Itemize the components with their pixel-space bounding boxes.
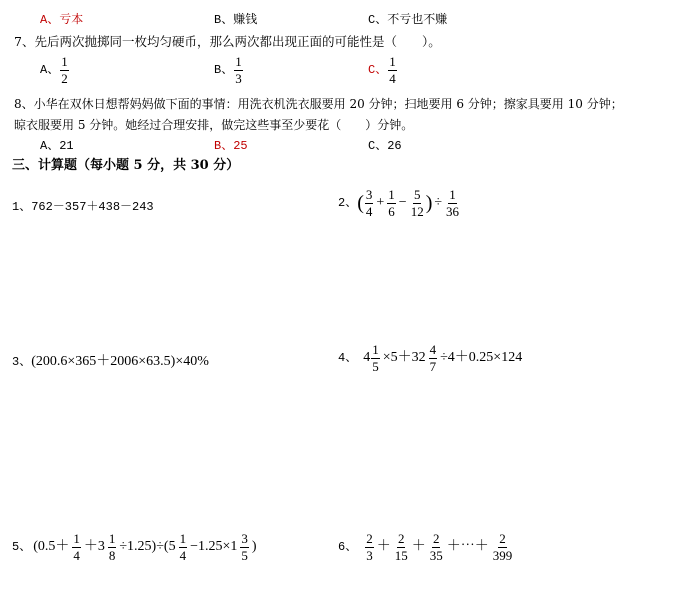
problem-5 [12,532,259,562]
denominator: 2 [61,70,68,86]
denominator: 5 [241,547,248,563]
q8-text-line2: 晾衣服要用 5 分钟。她经过合理安排，做完这些事至少要花（ ）分钟。 [14,118,414,132]
numerator: 1 [449,187,456,202]
q7-option-b [214,55,244,85]
denominator: 8 [108,547,116,563]
q7-option-a-fraction [60,55,69,85]
numerator: 1 [235,54,242,69]
fraction [410,188,425,218]
denominator: 35 [429,547,443,563]
numerator: 1 [389,54,396,69]
fraction [365,532,374,562]
whole-number: 4 [363,350,371,366]
fraction [445,188,460,218]
fraction [387,188,396,218]
paren-open: ( [357,192,364,215]
operator-text: ＋⋯＋ [446,539,489,555]
denominator: 4 [365,203,373,219]
q7-text: 7、先后两次抛掷同一枚均匀硬币，那么两次都出现正面的可能性是（ ）。 [14,34,441,49]
fraction [492,532,514,562]
denominator: 4 [73,547,80,563]
operator-text: ＋3 [83,539,105,555]
q6-option-b: B、赚钱 [214,13,258,27]
numerator: 1 [179,531,187,546]
q7-option-a [40,55,70,85]
denominator: 4 [179,547,187,563]
operator-text: −1.25×1 [190,539,238,555]
operator-text: ×5＋32 [382,350,426,366]
q8-option-a: A、21 [40,139,74,153]
fraction [365,188,374,218]
numerator: 3 [365,187,373,202]
paren-close: ) [425,192,433,215]
problem-6-label: 6、 [338,540,358,555]
numerator: 1 [388,187,395,202]
fraction [179,532,188,562]
problem-4-label: 4、 [338,351,358,366]
problem-3 [12,355,209,369]
numerator: 1 [73,531,80,546]
denominator: 399 [492,547,513,563]
numerator: 1 [372,342,379,357]
fraction [429,532,444,562]
fraction [108,532,117,562]
denominator: 12 [410,203,424,219]
fraction [394,532,409,562]
numerator: 4 [429,342,437,357]
denominator: 7 [429,358,437,374]
problem-1-expression: 762－357＋438－243 [31,200,154,214]
fraction [240,532,249,562]
fraction [72,532,81,562]
q8-option-b: B、25 [214,139,248,153]
fraction [429,343,438,373]
q8-text-line1: 8、小华在双休日想帮妈妈做下面的事情：用洗衣机洗衣服要用 20 分钟；扫地要用 6 分钟；擦家具要用 10 分钟； [14,97,623,111]
operator: ＋ [376,539,391,555]
operator-text: ÷4＋0.25×124 [440,350,523,366]
problem-2-label: 2、 [338,196,358,211]
problem-1-label: 1、 [12,200,32,214]
q7-option-b-fraction [234,55,243,85]
operator: ÷ [434,195,443,211]
problem-3-label: 3、 [12,355,32,369]
problem-5-label: 5、 [12,540,32,555]
operator-text: (0.5＋ [33,539,70,555]
problem-6 [338,532,514,562]
denominator: 6 [388,203,395,219]
operator: + [376,195,385,211]
denominator: 3 [235,70,242,86]
q7-option-b-label: B、 [214,63,234,78]
denominator: 3 [366,547,373,563]
denominator: 4 [389,70,396,86]
q7-option-c-label: C、 [368,63,388,78]
q6-option-c: C、不亏也不赚 [368,13,448,27]
numerator: 2 [397,531,405,546]
operator: − [398,195,407,211]
denominator: 5 [372,358,379,374]
problem-4 [338,343,524,373]
paren-close: ) [251,539,257,555]
denominator: 15 [394,547,408,563]
numerator: 2 [499,531,506,546]
operator: ＋ [411,539,426,555]
operator-text: ÷1.25)÷(5 [119,539,176,555]
q7-option-a-label: A、 [40,63,60,78]
numerator: 1 [61,54,68,69]
numerator: 5 [413,187,421,202]
q8-option-c: C、26 [368,139,402,153]
problem-1 [12,201,154,213]
numerator: 2 [366,531,373,546]
numerator: 3 [241,531,248,546]
problem-2 [338,188,461,218]
numerator: 2 [432,531,440,546]
fraction [371,343,380,373]
q6-option-a: A、亏本 [40,13,84,27]
q7-option-c [368,55,398,85]
denominator: 36 [446,203,460,219]
q7-option-c-fraction [388,55,397,85]
numerator: 1 [108,531,116,546]
problem-3-expression: (200.6×365＋2006×63.5)×40% [31,354,209,369]
section-3-title: 三、计算题（每小题 5 分，共 30 分） [12,158,240,173]
